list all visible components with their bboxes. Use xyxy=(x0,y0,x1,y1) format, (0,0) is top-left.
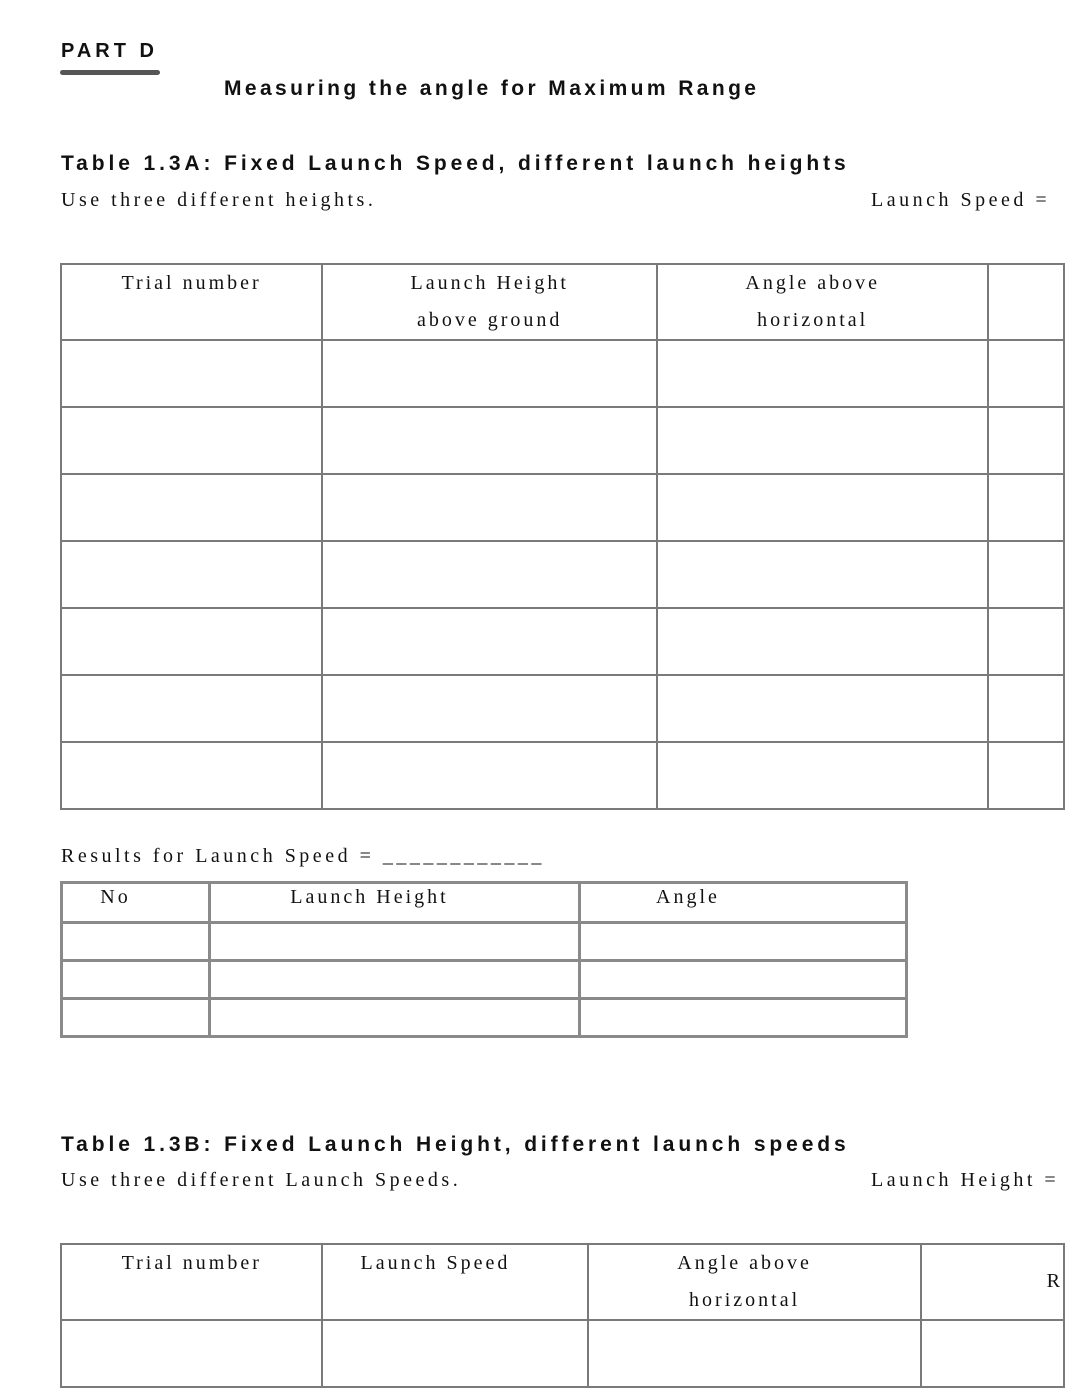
table-a-instruction: Use three different heights. xyxy=(61,189,377,211)
table-b-input-cell[interactable] xyxy=(921,1320,1064,1387)
table-row xyxy=(61,407,1064,474)
table-a-input-cell[interactable] xyxy=(61,675,322,742)
results-input-cell[interactable] xyxy=(580,961,907,999)
table-a-header-cell xyxy=(988,264,1064,340)
table-b-title: Table 1.3B: Fixed Launch Height, different launch speeds xyxy=(61,1133,850,1156)
table-b-header-cell xyxy=(921,1244,1064,1320)
table-a-input-cell[interactable] xyxy=(657,541,988,608)
table-a-input-cell[interactable] xyxy=(61,608,322,675)
results-input-cell[interactable] xyxy=(210,961,580,999)
table-b xyxy=(60,1243,1065,1388)
table-b-input-cell[interactable] xyxy=(322,1320,588,1387)
table-a-input-cell[interactable] xyxy=(657,608,988,675)
table-row xyxy=(61,675,1064,742)
table-a-input-cell[interactable] xyxy=(988,675,1064,742)
table-a-input-cell[interactable] xyxy=(322,742,657,809)
table-b-header-cell xyxy=(61,1244,322,1320)
table-a-input-cell[interactable] xyxy=(322,474,657,541)
table-a-input-cell[interactable] xyxy=(322,407,657,474)
table-b-header-cell xyxy=(322,1244,588,1320)
table-row xyxy=(62,923,907,961)
table-a-input-cell[interactable] xyxy=(657,340,988,407)
header-text: horizontal xyxy=(689,1289,801,1311)
table-b-header-row xyxy=(61,1244,1064,1320)
table-b-header-cell xyxy=(588,1244,920,1320)
header-text: Angle above xyxy=(745,272,881,294)
table-row xyxy=(61,474,1064,541)
results-input-cell[interactable] xyxy=(62,923,210,961)
header-text: R xyxy=(1046,1270,1063,1292)
table-a-header-cell xyxy=(657,264,988,340)
table-row xyxy=(61,340,1064,407)
table-a-input-cell[interactable] xyxy=(322,675,657,742)
table-a-input-cell[interactable] xyxy=(322,608,657,675)
page-title: Measuring the angle for Maximum Range xyxy=(224,77,760,100)
table-b-instruction: Use three different Launch Speeds. xyxy=(61,1169,462,1191)
header-text: Trial number xyxy=(121,1252,262,1274)
table-row xyxy=(62,961,907,999)
table-b-launch-height-label: Launch Height = xyxy=(871,1169,1060,1191)
table-a-input-cell[interactable] xyxy=(988,340,1064,407)
results-input-cell[interactable] xyxy=(210,999,580,1037)
part-label: PART D xyxy=(61,40,158,62)
table-a-input-cell[interactable] xyxy=(322,541,657,608)
table-a-input-cell[interactable] xyxy=(657,675,988,742)
table-b-input-cell[interactable] xyxy=(61,1320,322,1387)
table-a-input-cell[interactable] xyxy=(61,474,322,541)
header-text: Angle xyxy=(656,886,720,908)
header-text: Launch Speed xyxy=(360,1252,511,1274)
table-a-input-cell[interactable] xyxy=(61,742,322,809)
table-row xyxy=(61,608,1064,675)
results-input-cell[interactable] xyxy=(210,923,580,961)
table-a-input-cell[interactable] xyxy=(988,742,1064,809)
table-a-input-cell[interactable] xyxy=(61,541,322,608)
table-a-input-cell[interactable] xyxy=(657,742,988,809)
results-header-cell xyxy=(62,883,210,923)
table-row xyxy=(61,742,1064,809)
results-input-cell[interactable] xyxy=(62,961,210,999)
header-text: Trial number xyxy=(121,272,262,294)
table-a-title: Table 1.3A: Fixed Launch Speed, different launch heights xyxy=(61,152,850,175)
table-row xyxy=(61,1320,1064,1387)
header-text: No xyxy=(100,886,131,908)
table-a-header-cell xyxy=(61,264,322,340)
table-a-input-cell[interactable] xyxy=(988,474,1064,541)
results-input-cell[interactable] xyxy=(580,999,907,1037)
results-header-cell xyxy=(580,883,907,923)
header-text: horizontal xyxy=(757,309,869,331)
table-a xyxy=(60,263,1065,810)
table-row xyxy=(62,999,907,1037)
results-input-cell[interactable] xyxy=(62,999,210,1037)
results-input-cell[interactable] xyxy=(580,923,907,961)
table-a-input-cell[interactable] xyxy=(322,340,657,407)
header-text: Launch Height xyxy=(290,886,449,908)
header-text: above ground xyxy=(416,309,563,331)
table-b-input-cell[interactable] xyxy=(588,1320,920,1387)
part-underline xyxy=(60,70,160,75)
table-a-input-cell[interactable] xyxy=(657,407,988,474)
table-a-input-cell[interactable] xyxy=(657,474,988,541)
table-a-input-cell[interactable] xyxy=(61,340,322,407)
results-table xyxy=(60,881,908,1038)
results-header-row xyxy=(62,883,907,923)
table-a-launch-speed-label: Launch Speed = xyxy=(871,189,1051,211)
table-row xyxy=(61,541,1064,608)
table-a-input-cell[interactable] xyxy=(988,608,1064,675)
results-label: Results for Launch Speed = ____________ xyxy=(61,845,545,867)
header-text: Angle above xyxy=(677,1252,812,1274)
header-text: Launch Height xyxy=(410,272,569,294)
table-a-header-row xyxy=(61,264,1064,340)
table-a-input-cell[interactable] xyxy=(988,407,1064,474)
results-header-cell xyxy=(210,883,580,923)
table-a-input-cell[interactable] xyxy=(988,541,1064,608)
table-a-input-cell[interactable] xyxy=(61,407,322,474)
table-a-header-cell xyxy=(322,264,657,340)
